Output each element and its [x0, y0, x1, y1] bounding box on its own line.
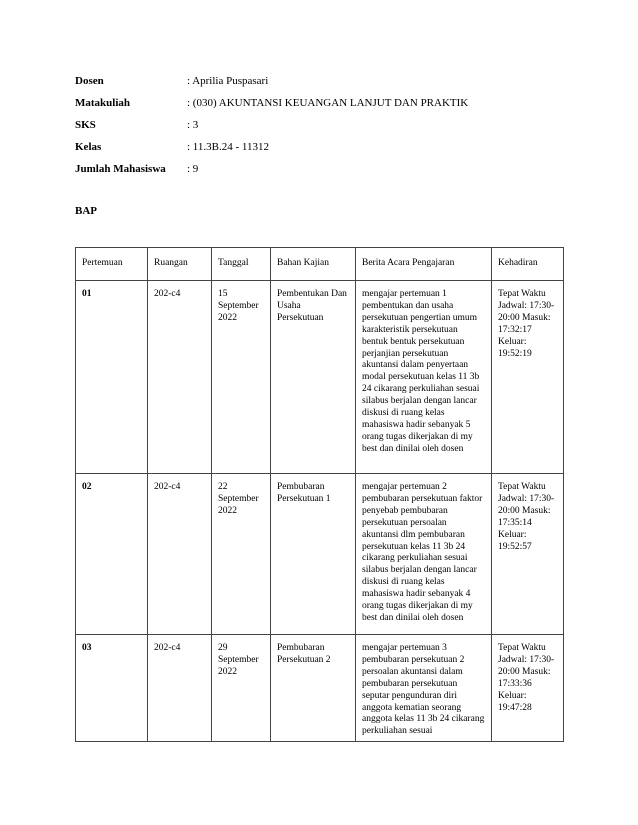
cell-tanggal: 29 September 2022 — [212, 635, 271, 742]
info-label: Jumlah Mahasiswa — [75, 163, 166, 175]
column-header: Pertemuan — [76, 248, 148, 281]
berita-text: mengajar pertemuan 3 pembubaran persekutuan 2 persoalan akuntansi dalam pembubaran persekutuan seputar pengunduran diri anggota kematian seorang anggota kelas 11 3b 24 cikarang perkuliahan sesuai — [362, 643, 485, 735]
cell-berita-acara: mengajar pertemuan 1 pembentukan dan usaha persekutuan pengertian umum karakteristik persekutuan bentuk bentuk persekutuan perjanjian persekutuan akuntansi dalam penyertaan modal persekutuan kelas 11 3b 24 cikarang perkuliahan sesuai silabus berjalan dengan lancar diskusi di ruang kelas mahasiswa hadir sebanyak 5 orang tugas dikerjakan di my best dan dinilai oleh dosen — [356, 281, 492, 474]
info-label: SKS — [75, 119, 96, 131]
table-row — [76, 635, 564, 742]
table-row — [76, 281, 564, 474]
cell-ruangan: 202-c4 — [148, 474, 212, 635]
column-header: Ruangan — [148, 248, 212, 281]
info-row-jumlah-mahasiswa — [75, 162, 575, 184]
info-value: : 3 — [187, 119, 199, 131]
cell-ruangan: 202-c4 — [148, 635, 212, 742]
info-value: : 11.3B.24 - 11312 — [187, 141, 269, 153]
column-header: Berita Acara Pengajaran — [356, 248, 492, 281]
info-value: : Aprilia Puspasari — [187, 75, 269, 87]
cell-pertemuan: 01 — [76, 281, 148, 474]
cell-pertemuan: 03 — [76, 635, 148, 742]
info-value: : 9 — [187, 163, 199, 175]
info-row-matakuliah — [75, 96, 575, 118]
table-row — [76, 474, 564, 635]
cell-bahan-kajian: Pembubaran Persekutuan 2 — [271, 635, 356, 742]
cell-bahan-kajian: Pembubaran Persekutuan 1 — [271, 474, 356, 635]
bap-table — [75, 247, 564, 742]
cell-tanggal: 22 September 2022 — [212, 474, 271, 635]
cell-kehadiran: Tepat Waktu Jadwal: 17:30-20:00 Masuk: 17:33:36 Keluar: 19:47:28 — [492, 635, 564, 742]
column-header: Bahan Kajian — [271, 248, 356, 281]
column-header: Kehadiran — [492, 248, 564, 281]
cell-berita-acara — [356, 635, 492, 742]
cell-bahan-kajian: Pembentukan Dan Usaha Persekutuan — [271, 281, 356, 474]
info-label: Matakuliah — [75, 97, 131, 109]
info-value: : (030) AKUNTANSI KEUANGAN LANJUT DAN PRAKTIK — [187, 97, 469, 109]
info-row-sks — [75, 118, 575, 140]
course-info — [75, 74, 575, 184]
column-header: Tanggal — [212, 248, 271, 281]
info-row-dosen — [75, 74, 575, 96]
section-title: BAP — [75, 205, 97, 217]
cell-kehadiran: Tepat Waktu Jadwal: 17:30-20:00 Masuk: 17:35:14 Keluar: 19:52:57 — [492, 474, 564, 635]
table-header-row — [76, 248, 564, 281]
cell-berita-acara: mengajar pertemuan 2 pembubaran persekutuan faktor penyebab pembubaran persekutuan persoalan akuntansi dlm pembubaran persekutuan kelas 11 3b 24 cikarang perkuliahan sesuai silabus berjalan dengan lancar diskusi di ruang kelas mahasiswa hadir sebanyak 4 orang tugas dikerjakan di my best dan dinilai oleh dosen — [356, 474, 492, 635]
cell-kehadiran: Tepat Waktu Jadwal: 17:30-20:00 Masuk: 17:32:17 Keluar: 19:52:19 — [492, 281, 564, 474]
info-label: Dosen — [75, 75, 104, 87]
cell-tanggal: 15 September 2022 — [212, 281, 271, 474]
cell-pertemuan: 02 — [76, 474, 148, 635]
info-label: Kelas — [75, 141, 102, 153]
info-row-kelas — [75, 140, 575, 162]
cell-ruangan: 202-c4 — [148, 281, 212, 474]
